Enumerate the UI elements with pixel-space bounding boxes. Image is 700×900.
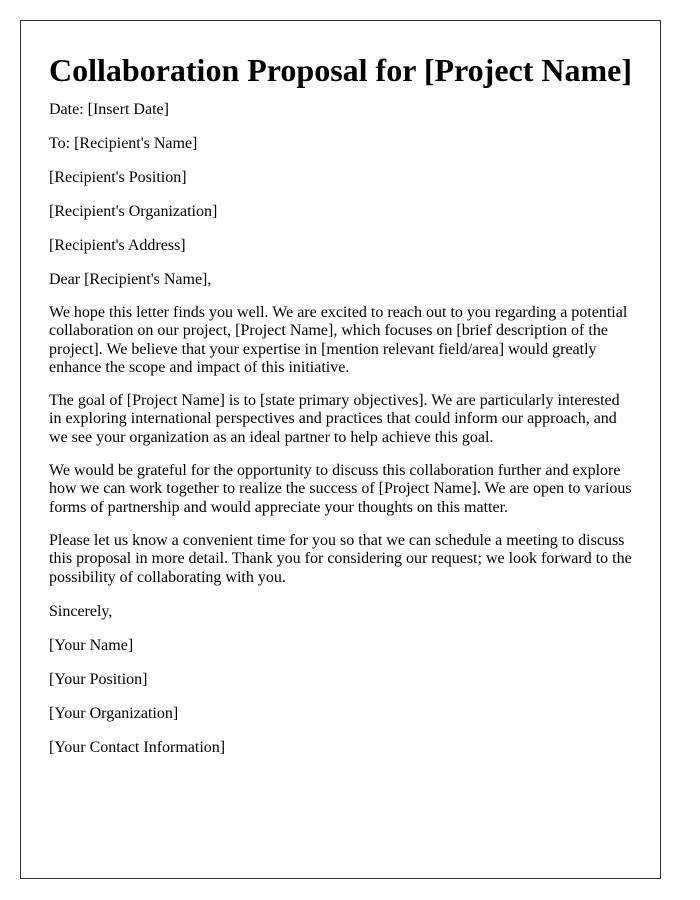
letter-title: Collaboration Proposal for [Project Name] (49, 52, 632, 88)
date-line: Date: [Insert Date] (49, 101, 169, 118)
sender-name: [Your Name] (49, 636, 134, 654)
body-paragraph-2: The goal of [Project Name] is to [state primary objectives]. We are particularly interested in exploring international perspectives and practices that could inform our approach, and we see your organization as an ideal partner to help achieve this goal. (49, 392, 620, 446)
recipient-address: [Recipient's Address] (49, 237, 186, 254)
recipient-organization: [Recipient's Organization] (49, 203, 218, 220)
sender-position: [Your Position] (49, 670, 148, 688)
recipient-name: To: [Recipient's Name] (49, 135, 198, 152)
body-paragraph-4: Please let us know a convenient time for you so that we can schedule a meeting to discuss this proposal in more detail. Thank you for considering our request; we look forward to the possibility of collaborating with you. (49, 531, 632, 586)
sender-organization: [Your Organization] (49, 704, 179, 722)
recipient-position: [Recipient's Position] (49, 169, 187, 186)
sender-contact: [Your Contact Information] (49, 738, 226, 756)
salutation: Dear [Recipient's Name], (49, 271, 212, 288)
closing: Sincerely, (49, 602, 113, 620)
body-paragraph-3: We would be grateful for the opportunity to discuss this collaboration further and explore how we can work together to realize the success of [Project Name]. We are open to various forms of partnership and would appreciate your thoughts on this matter. (49, 462, 632, 516)
letter-page (20, 20, 661, 879)
body-paragraph-1: We hope this letter finds you well. We are excited to reach out to you regarding a potential collaboration on our project, [Project Name], which focuses on [brief description of the project]. We believe that your expertise in [mention relevant field/area] would greatly enhance the scope and impact of this initiative. (49, 304, 628, 376)
